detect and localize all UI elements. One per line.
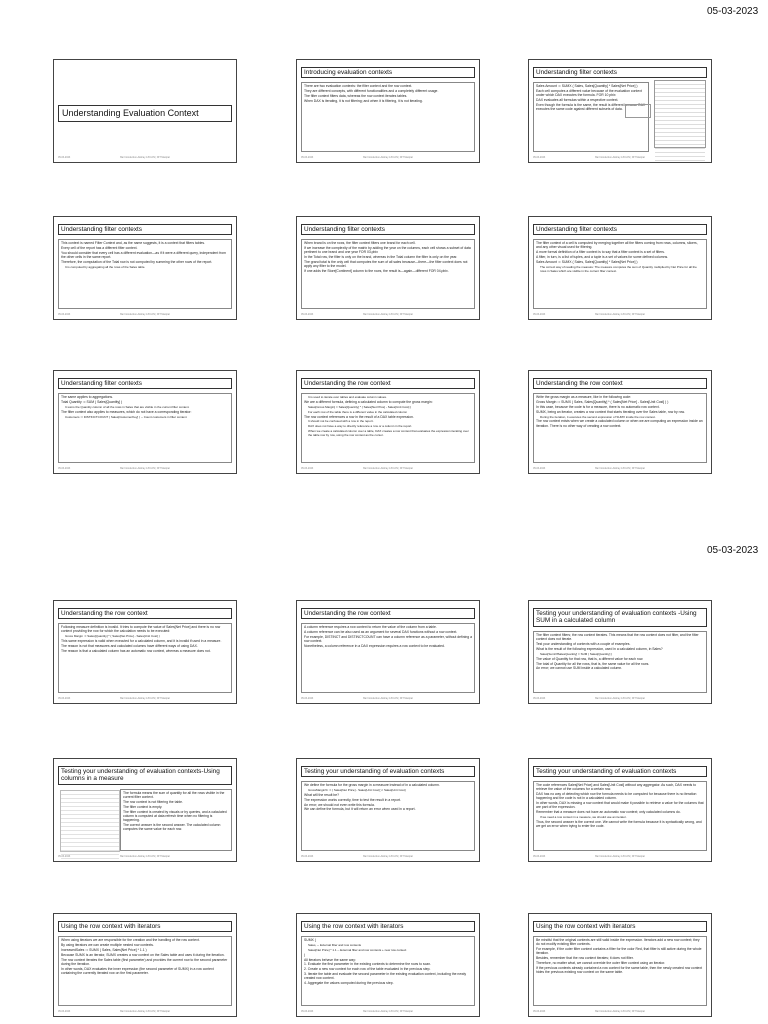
slide-bullet: For example, if the outer filter context contains a filter for the color Red, that filter is still active during the whole iteration. xyxy=(536,946,702,956)
slide-bullet: Sales, -- External filter and row contexts xyxy=(308,942,362,947)
slide-title: Understanding the row context xyxy=(301,378,475,389)
slide-bullet: When brand is on the rows, the filter context filters one brand for each cell. xyxy=(304,241,416,245)
slide-footer xyxy=(58,156,232,160)
slide-bullet: The filter context filters; the row context iterates. This means that the row context does not filter, and the filter context does not iterate. xyxy=(536,633,699,642)
slide-bullet: When using iterators we are responsible for the creation and the handling of the row context. xyxy=(61,938,200,942)
slide-bullet: When we create a calculated column over a table, DAX creates a row context that evaluates the expression iterating over the table row by row, using the row context as the cursor. xyxy=(308,429,469,438)
card-image xyxy=(625,104,651,118)
slide-bullet: Remember that a measure does not have an automatic row context; only calculated columns do. xyxy=(536,809,681,814)
slide-bullet: They are different concepts, with different functionalities and a completely different usage. xyxy=(304,88,439,93)
slide-thumbnail[interactable] xyxy=(296,216,480,320)
slide-title: Understanding Evaluation Context xyxy=(58,105,232,122)
footer-course: Bai Introduction-Akshay A B LDS | RIT Manipal xyxy=(595,467,645,470)
slide-title: Understanding filter contexts xyxy=(533,67,707,78)
footer-date: 05-03-2023 xyxy=(301,855,314,858)
slide-footer xyxy=(58,855,232,859)
slide-bullet: During the iteration, it executes the second expression of SUMX inside the row context. xyxy=(540,414,656,419)
slide-bullet: Every cell of the report has a different filter context. xyxy=(61,245,138,250)
footer-course: Bai Introduction-Akshay A B LDS | RIT Manipal xyxy=(595,156,645,159)
slide-bullet: 3. Iterate the table and evaluate the second parameter in the existing evaluation context, including the newly created row context. xyxy=(304,972,467,981)
slide-bullet: Nonetheless, a column reference in a DAX expression requires a row context to be evaluated. xyxy=(304,643,445,648)
slide-bullet: The filter context filters data, whereas the row context iterates tables. xyxy=(304,93,408,98)
footer-date: 05-03-2023 xyxy=(301,156,314,159)
slide-bullet: Thus, the second answer is the correct one. We cannot write the formula because it is syntactically wrong, and we get an error when trying to enter the code. xyxy=(536,819,702,828)
slide-bullet: Write the gross margin as a measure, like in the following code: xyxy=(536,395,632,399)
slide-bullet: It is used to iterate over tables and evaluate column values. xyxy=(308,395,387,399)
slide-bullet: The formula means the sum of quantity for all the rows visible in the current filter context. xyxy=(123,791,225,800)
slide-footer xyxy=(301,467,475,471)
slide-bullet: Sales[Net Price] * 1.1 -- External filter and row contexts + new row context xyxy=(308,947,407,952)
slide-bullet: 2. Create a new row context for each row of the table evaluated in the previous step. xyxy=(304,967,431,972)
slide-bullet: DAX does not have a way to directly reference a row or a column in the report. xyxy=(308,424,413,429)
slide-bullet: Besides, remember that the row context iterates; it does not filter. xyxy=(536,955,634,960)
slide-body xyxy=(533,393,707,463)
slide-bullet: A column reference requires a row context to return the value of the column from a table. xyxy=(304,625,437,629)
slide-bullet: There are two evaluation contexts: the filter context and the row context. xyxy=(304,84,413,88)
footer-date: 05-03-2023 xyxy=(533,697,546,700)
matrix-image xyxy=(654,80,706,148)
slide-bullet: Sales[SumOfSalesQuantity] = SUM ( Sales[Quantity] ) xyxy=(540,651,613,656)
slide-bullet: We define the formula for the gross margin in a measure instead of in a calculated column. xyxy=(304,783,440,787)
slide-bullet: The same applies to aggregations. xyxy=(61,395,114,399)
footer-course: Bai Introduction-Akshay A B LDS | RIT Manipal xyxy=(120,156,170,159)
slide-body xyxy=(301,239,475,309)
slide-bullet: Sales Amount := SUMX ( Sales, Sales[Quantity] * Sales[Net Price] ) xyxy=(536,84,638,88)
slide-thumbnail[interactable] xyxy=(296,59,480,163)
footer-course: Bai Introduction-Akshay A B LDS | RIT Manipal xyxy=(595,313,645,316)
slide-footer xyxy=(58,313,232,317)
footer-date: 05-03-2023 xyxy=(533,855,546,858)
footer-course: Bai Introduction-Akshay A B LDS | RIT Manipal xyxy=(363,467,413,470)
slide-body xyxy=(58,393,232,463)
slide-title: Understanding the row context xyxy=(301,608,475,619)
slide-body xyxy=(58,623,232,693)
slide-bullet: The grand total is the only cell that computes the sum of all sales because—there—the filter context does not apply any filter to the model. xyxy=(304,259,468,268)
slide-bullet: Each cell computes a different value because of the evaluation context under which DAX executes the formula. FOR 10 pbix xyxy=(536,88,642,97)
slide-bullet: Total Quantity := SUM ( Sales[Quantity] ) xyxy=(61,399,123,404)
footer-date: 05-03-2023 xyxy=(58,1010,71,1013)
footer-course: Bai Introduction-Akshay A B LDS | RIT Manipal xyxy=(120,855,170,858)
slide-bullet: We can define the formula, but it will return an error when used in a report. xyxy=(304,807,416,812)
slide-title: Testing your understanding of evaluation contexts xyxy=(533,766,707,777)
slide-thumbnail[interactable] xyxy=(528,216,712,320)
footer-course: Bai Introduction-Akshay A B LDS | RIT Manipal xyxy=(363,855,413,858)
slide-bullet: If the previous contexts already contained a row context for the same table, then the newly created row context hides the previous existing row context on the same table. xyxy=(536,965,703,974)
footer-course: Bai Introduction-Akshay A B LDS | RIT Manipal xyxy=(595,697,645,700)
footer-date: 05-03-2023 xyxy=(58,467,71,470)
slide-bullet: DAX evaluates all formulas within a respective context. xyxy=(536,97,619,102)
slide-bullet: 4. Aggregate the values computed during the previous step. xyxy=(304,981,394,986)
slide-bullet: The expression works correctly, time to test the result in a report. xyxy=(304,797,401,802)
slide-bullet: The correct answer is the second answer. The calculated column computes the same value for each row. xyxy=(123,822,221,831)
slide-bullet: By using iterators we can create multiple nested row contexts. xyxy=(61,942,154,947)
slide-thumbnail[interactable] xyxy=(296,600,480,704)
slide-bullet: Gross Margin := Sales[Quantity] * ( Sales[Net Price] - Sales[Unit Cost] ) xyxy=(65,633,160,638)
slide-footer xyxy=(301,313,475,317)
slide-footer xyxy=(533,313,707,317)
slide-bullet: In other words, DAX is missing a row context that would make it possible to retrieve a value for the columns that are part of the expression. xyxy=(536,800,704,810)
slide-footer xyxy=(533,467,707,471)
slide-bullet: Gross Margin := SUMX ( Sales, Sales[Quantity] * ( Sales[Net Price] - Sales[Unit Cost] ) ) xyxy=(536,399,669,404)
footer-course: Bai Introduction-Akshay A B LDS | RIT Manipal xyxy=(363,1010,413,1013)
page-date-middle: 05-03-2023 xyxy=(707,545,759,556)
footer-course: Bai Introduction-Akshay A B LDS | RIT Manipal xyxy=(120,467,170,470)
slide-title: Understanding filter contexts xyxy=(533,224,707,235)
slide-bullet: DAX has no way of detecting which row the formula needs to be computed for because there is no iteration happening and the code is not in a calculated column. xyxy=(536,791,697,801)
slide-thumbnail[interactable] xyxy=(296,913,480,1017)
slide-bullet: The reason is not that measures and calculated columns have different ways of using DAX. xyxy=(61,643,198,648)
table-image xyxy=(60,790,120,852)
slide-bullet: The value of Quantity for that row, that is, a different value for each row. xyxy=(536,656,644,661)
footer-date: 05-03-2023 xyxy=(301,697,314,700)
footer-date: 05-03-2023 xyxy=(533,467,546,470)
slide-bullet: ) xyxy=(304,952,306,957)
slide-footer xyxy=(301,1010,475,1014)
slide-footer xyxy=(533,156,707,160)
slide-bullet: A column reference can be also used as an argument for several DAX functions without a row context. xyxy=(304,629,458,634)
slide-title: Understanding filter contexts xyxy=(58,378,232,389)
slide-footer xyxy=(301,156,475,160)
slide-thumbnail[interactable] xyxy=(528,913,712,1017)
slide-bullet: The reason is that a calculated column has an automatic row context, whereas a measure does not. xyxy=(61,648,211,653)
slide-bullet: An error; we cannot use SUM inside a calculated column. xyxy=(536,666,623,671)
slide-thumbnail[interactable] xyxy=(296,370,480,474)
slide-bullet: The row context exists when we create a calculated column or when we are computing an expression inside an iteration. There is no other way of creating a row context. xyxy=(536,419,703,428)
slide-bullet: You should consider that every cell has a different evaluation—as if it were a different query, independent from the other cells in the same report. xyxy=(61,250,226,259)
slide-bullet: An error; we should not even write this formula. xyxy=(304,802,375,807)
slide-bullet: The correct way of reading the measure: The measure computes the sum of Quantity multiplied by Net Price for all the rows in Sales which are visible in the current filter context. xyxy=(540,264,697,273)
slide-bullet: The row context is not filtering the table. xyxy=(123,799,183,804)
slide-thumbnail[interactable] xyxy=(53,758,237,862)
slide-bullet: Test your understanding of contexts with a couple of examples. xyxy=(536,641,631,646)
slide-bullet: Because SUMX is an iterator, SUMX creates a row context on the Sales table and uses it during the iteration. xyxy=(61,952,225,957)
slide-body xyxy=(533,781,707,851)
slide-bullet: Sales[Gross Margin] = Sales[Quantity] * ( Sales[Net Price] - Sales[Unit Cost] ) xyxy=(308,404,412,409)
slide-thumbnail[interactable] xyxy=(53,913,237,1017)
slide-bullet: If we increase the complexity of the matrix by adding the year on the columns, each cell shows a subset of data pertinent to one brand and one year FOR 03.pbix xyxy=(304,245,471,254)
slide-footer xyxy=(533,697,707,701)
footer-date: 05-03-2023 xyxy=(301,1010,314,1013)
slide-bullet: When DAX is iterating, it is not filtering; and when it is filtering, it is not iterating. xyxy=(304,98,423,103)
slide-footer xyxy=(58,1010,232,1014)
slide-body xyxy=(301,781,475,851)
footer-course: Bai Introduction-Akshay A B LDS | RIT Manipal xyxy=(595,1010,645,1013)
slide-thumbnail[interactable] xyxy=(528,758,712,862)
slide-bullet: The total of Quantity for all the rows, that is, the same value for all the rows. xyxy=(536,661,650,666)
slide-footer xyxy=(301,697,475,701)
slide-bullet: Following measure definition is invalid. It tries to compute the value of Sales[Net Price] and there is no row context providing the row for which the calculation needs to be executed: xyxy=(61,625,221,634)
slide-title: Understanding the row context xyxy=(58,608,232,619)
slide-footer xyxy=(58,697,232,701)
slide-body xyxy=(301,393,475,463)
slide-thumbnail[interactable] xyxy=(53,370,237,474)
slide-bullet: IncreasedSales := SUMX ( Sales, Sales[Net Price] * 1.1 ) xyxy=(61,947,147,952)
slide-bullet: The filter context is created by visuals or by queries, and a calculated column is computed at data refresh time when no filtering is happening. xyxy=(123,809,227,822)
slide-thumbnail[interactable] xyxy=(528,59,712,163)
footer-course: Bai Introduction-Akshay A B LDS | RIT Manipal xyxy=(120,697,170,700)
footer-date: 05-03-2023 xyxy=(533,1010,546,1013)
slide-body xyxy=(120,789,232,851)
slide-bullet: It should not be confused with a row in the report. xyxy=(308,419,374,424)
footer-date: 05-03-2023 xyxy=(533,313,546,316)
slide-title: Understanding filter contexts xyxy=(301,224,475,235)
slide-bullet: SUMX ( xyxy=(304,938,316,942)
footer-date: 05-03-2023 xyxy=(58,313,71,316)
slide-body xyxy=(301,623,475,693)
slide-bullet: Even though the formula is the same, the result is different because DAX executes the same code against different subsets of data. xyxy=(536,102,646,111)
slide-bullet: For each row of the table there is a different value in the calculated column xyxy=(308,409,408,414)
page-date-top: 05-03-2023 xyxy=(707,6,759,17)
slide-thumbnail[interactable] xyxy=(53,216,237,320)
slide-bullet: A filter, in turn, is a list of tuples, and a tuple is a set of values for some defined columns. xyxy=(536,254,669,259)
slide-bullet: Be mindful that the original contexts are still valid inside the expression. Iterators add a new row context; they do not modify existing filter contexts. xyxy=(536,938,700,947)
slide-bullet: This context is named Filter Context and, as the name suggests, it is a context that filters tables. xyxy=(61,241,205,245)
footer-date: 05-03-2023 xyxy=(58,697,71,700)
slide-body xyxy=(58,239,232,309)
slide-body xyxy=(301,82,475,152)
slide-bullet: What is the result of the following expression, used in a calculated column, in Sales? xyxy=(536,646,663,651)
slide-body xyxy=(533,631,707,693)
slide-bullet: Customers := DISTINCTCOUNT ( Sales[CustomerKey] ) -- Count customers in filter context xyxy=(65,414,187,419)
slide-title: Testing your understanding of evaluation contexts -Using SUM in a calculated column xyxy=(533,608,707,627)
slide-title: Understanding filter contexts xyxy=(58,224,232,235)
slide-body xyxy=(301,936,475,1006)
footer-date: 05-03-2023 xyxy=(301,313,314,316)
slide-bullet: GrossMargin% := ( Sales[Net Price] - Sales[Unit Cost] ) / Sales[Unit Cost] xyxy=(308,787,406,792)
slide-bullet: It sums the Quantity column of all the rows in Sales that are visible in the current filter context. xyxy=(65,404,190,409)
footer-course: Bai Introduction-Akshay A B LDS | RIT Manipal xyxy=(120,1010,170,1013)
slide-bullet: The filter context is empty. xyxy=(123,804,163,809)
slide-bullet: The filter context of a cell is computed by merging together all the filters coming from rows, columns, slicers, and any other visual used for filtering. xyxy=(536,241,698,250)
footer-course: Bai Introduction-Akshay A B LDS | RIT Manipal xyxy=(120,313,170,316)
slide-bullet: All iterators behave the same way: xyxy=(304,957,356,962)
slide-footer xyxy=(533,855,707,859)
footer-date: 05-03-2023 xyxy=(301,467,314,470)
footer-course: Bai Introduction-Akshay A B LDS | RIT Manipal xyxy=(363,313,413,316)
footer-course: Bai Introduction-Akshay A B LDS | RIT Manipal xyxy=(363,697,413,700)
slide-bullet: Therefore, no matter what, we cannot override the outer filter context using an iterator. xyxy=(536,960,666,965)
slide-title: Testing your understanding of evaluation contexts xyxy=(301,766,475,777)
slide-bullet: SUMX, being an iterator, creates a row context that starts iterating over the Sales table, row by row. xyxy=(536,409,685,414)
slide-bullet: It is computed by aggregating all the rows of the Sales table. xyxy=(65,264,146,269)
slide-footer xyxy=(533,1010,707,1014)
footer-date: 05-03-2023 xyxy=(533,156,546,159)
slide-bullet: The code references Sales[Net Price] and Sales[Unit Cost] without any aggregator. As such, DAX needs to retrieve the value of the columns for a certain row. xyxy=(536,783,697,792)
slide-bullet: The row context references a row in the result of a DAX table expression. xyxy=(304,414,414,419)
slide-body xyxy=(533,936,707,1006)
slide-bullet: Therefore, the computation of the Total row is not computed by summing the other rows of the report. xyxy=(61,259,213,264)
slide-bullet: If one adds the Store[Continent] column to the rows, the result is—again—different FOR 04.pbix. xyxy=(304,268,449,273)
slide-title: Introducing evaluation contexts xyxy=(301,67,475,78)
slide-footer xyxy=(58,467,232,471)
slide-bullet: In the Total row, the filter is only on the brand, whereas in the Total column the filter is only on the year. xyxy=(304,254,458,259)
slide-bullet: What will the result be? xyxy=(304,792,340,797)
slide-bullet: The filter context also applies to measures, which do not have a corresponding iterator: xyxy=(61,409,192,414)
footer-course: Bai Introduction-Akshay A B LDS | RIT Manipal xyxy=(363,156,413,159)
slide-footer xyxy=(301,855,475,859)
footer-date: 05-03-2023 xyxy=(58,855,71,858)
slide-bullet: The row context iterates the Sales table (first parameter) and provides the current row to the second parameter during the iteration. xyxy=(61,957,228,966)
slide-thumbnail[interactable] xyxy=(53,600,237,704)
slide-thumbnail[interactable] xyxy=(296,758,480,862)
slide-thumbnail[interactable] xyxy=(528,600,712,704)
slide-bullet: This same expression is valid when executed for a calculated column, and it is invalid if used in a measure. xyxy=(61,638,222,643)
footer-course: Bai Introduction-Akshay A B LDS | RIT Manipal xyxy=(595,855,645,858)
slide-bullet: 1. Evaluate the first parameter in the existing contexts to determine the rows to scan. xyxy=(304,962,432,967)
slide-title: Using the row context with iterators xyxy=(533,921,707,932)
slide-bullet: A more formal definition of a filter context is to say that a filter context is a set of filters. xyxy=(536,249,665,254)
slide-body xyxy=(58,936,232,1006)
slide-title: Using the row context with iterators xyxy=(58,921,232,932)
slide-title: Using the row context with iterators xyxy=(301,921,475,932)
slide-title: Testing your understanding of evaluation contexts-Using columns in a measure xyxy=(58,766,232,785)
slide-bullet: In this case, because the code is for a measure, there is no automatic row context. xyxy=(536,404,660,409)
slide-bullet: If we need a row context in a measure, we should use an iterator. xyxy=(540,814,627,819)
slide-bullet: In other words, DAX evaluates the inner expression (the second parameter of SUMX) in a row context containing the currently iterated row on the first parameter. xyxy=(61,966,214,975)
slide-bullet: We are a different formula, defining a calculated column to compute the gross margin: xyxy=(304,399,433,404)
slide-thumbnail[interactable] xyxy=(528,370,712,474)
slide-body xyxy=(533,239,707,309)
footer-date: 05-03-2023 xyxy=(58,156,71,159)
slide-bullet: For example, DISTINCT and DISTINCTCOUNT can have a column reference as a parameter, without defining a row context. xyxy=(304,634,472,643)
slide-title: Understanding the row context xyxy=(533,378,707,389)
slide-thumbnail[interactable] xyxy=(53,59,237,163)
slide-bullet: Sales Amount := SUMX ( Sales, Sales[Quantity] * Sales[Net Price] ) xyxy=(536,259,638,264)
